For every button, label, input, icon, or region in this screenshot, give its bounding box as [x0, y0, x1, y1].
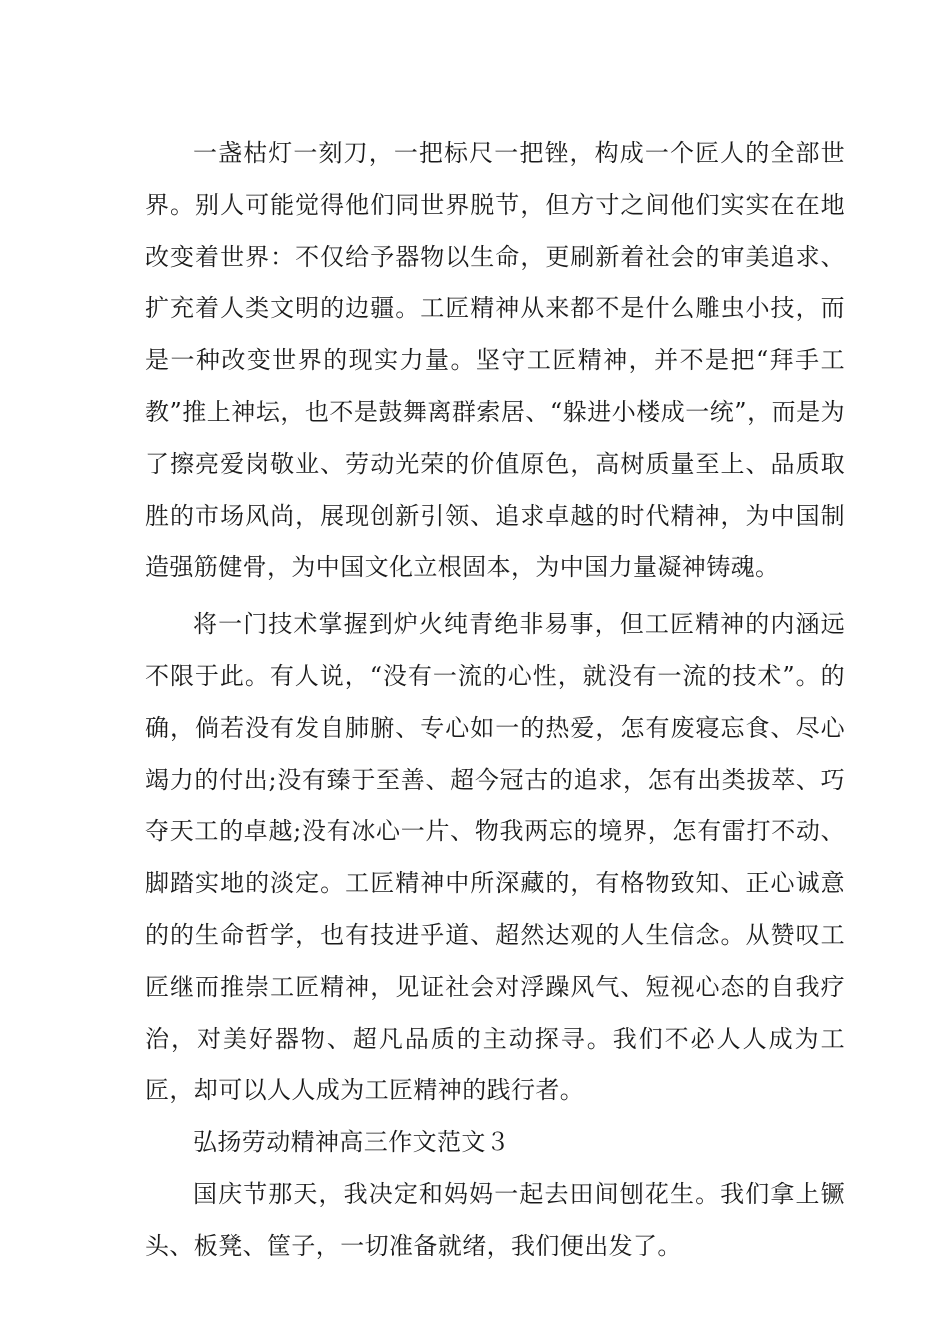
- paragraph-craftsman-world: 一盏枯灯一刻刀，一把标尺一把锉，构成一个匠人的全部世界。别人可能觉得他们同世界脱节，但方寸之间他们实实在在地改变着世界：不仅给予器物以生命，更刷新着社会的审美追求、扩充着人类文明的边疆。工匠精神从来都不是什么雕虫小技，而是一种改变世界的现实力量。坚守工匠精神，并不是把“拜手工教”推上神坛，也不是鼓舞离群索居、“躲进小楼成一统”，而是为了擦亮爱岗敬业、劳动光荣的价值原色，高树质量至上、品质取胜的市场风尚，展现创新引领、追求卓越的时代精神，为中国制造强筋健骨，为中国文化立根固本，为中国力量凝神铸魂。: [145, 139, 845, 582]
- paragraph-craftsman-spirit: 将一门技术掌握到炉火纯青绝非易事，但工匠精神的内涵远不限于此。有人说，“没有一流的心性，就没有一流的技术”。的确，倘若没有发自肺腑、专心如一的热爱，怎有废寝忘食、尽心竭力的付出;没有臻于至善、超今冠古的追求，怎有出类拔萃、巧夺天工的卓越;没有冰心一片、物我两忘的境界，怎有雷打不动、脚踏实地的淡定。工匠精神中所深藏的，有格物致知、正心诚意的的生命哲学，也有技进乎道、超然达观的人生信念。从赞叹工匠继而推崇工匠精神，见证社会对浮躁风气、短视心态的自我疗治，对美好器物、超凡品质的主动探寻。我们不必人人成为工匠，却可以人人成为工匠精神的践行者。: [145, 610, 845, 1105]
- document-body: [145, 128, 845, 1273]
- essay-heading: 弘扬劳动精神高三作文范文３: [193, 1128, 511, 1157]
- paragraph-national-day: 国庆节那天，我决定和妈妈一起去田间刨花生。我们拿上镢头、板凳、筐子，一切准备就绪，我们便出发了。: [145, 1179, 845, 1260]
